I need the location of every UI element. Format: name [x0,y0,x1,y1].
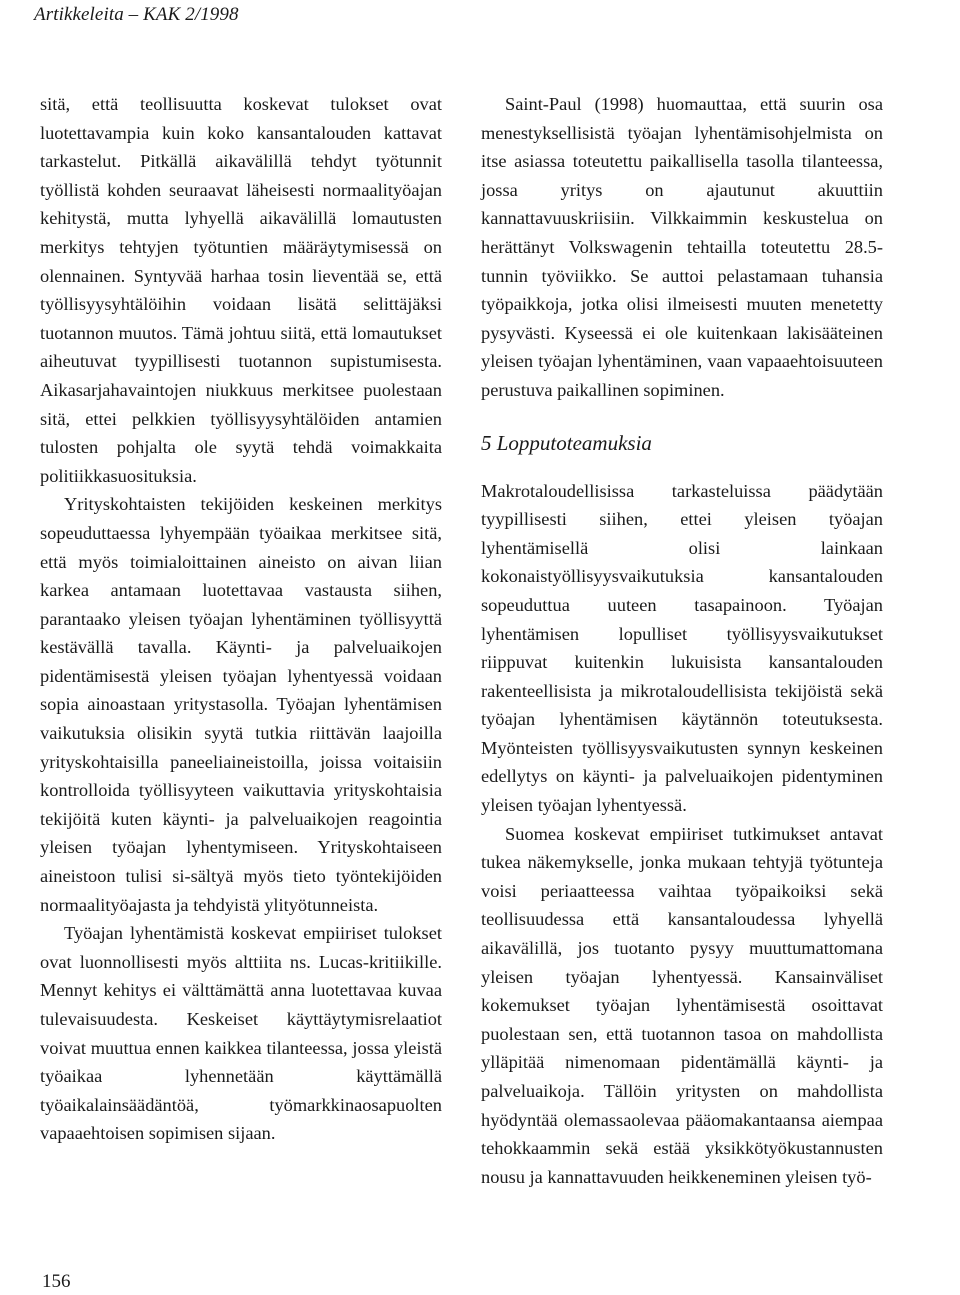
body-paragraph: Työajan lyhentämistä koskevat empiiriset tulokset ovat luonnollisesti myös alttiita ns. Lucas-kritiikille. Mennyt kehitys ei välttämättä anna luotettavaa kuvaa tulevaisuudesta. Keskeiset käyttäytymisrelaatiot voivat muuttua ennen kaikkea tilanteessa, jossa yleistä työaikaa lyhennetään käyttämällä työaikalainsäädäntöä, työmarkkinaosapuolten vapaaehtoisen sopimisen sijaan. [40,923,442,1144]
running-header: Artikkeleita – KAK 2/1998 [34,4,239,25]
body-paragraph: sitä, että teollisuutta koskevat tulokset ovat luotettavampia kuin koko kansantalouden kattavat tarkastelut. Pitkällä aikavälillä tehdyt työtunnit työllistä kohden seuraavat läheisesti normaalityöajan kehitystä, mutta lyhyellä aikavälillä lomautusten merkitys tehtyjen työtuntien määräytymisessä on olennainen. Syntyvää harhaa tosin lieventää se, että työllisyysyhtälöihin voidaan lisätä selittäjäksi tuotannon muutos. Tämä johtuu siitä, että lomautukset aiheutuvat tyypillisesti tuotannon supistumisesta. Aikasarjahavaintojen niukkuus merkitsee puolestaan sitä, ettei pelkkien työllisyysyhtälöiden antamien tulosten pohjalta ole syytä tehdä voimakkaita politiikkasuosituksia. [40,94,442,486]
body-paragraph: Suomea koskevat empiiriset tutkimukset antavat tukea näkemykselle, jonka mukaan tehtyjä työtunteja voisi periaatteessa vaihtaa työpaikoiksi sekä teollisuudessa että kansantaloudessa lyhyellä aikavälillä, jos tuotanto pysyy muuttumattomana yleisen työajan lyhentyessä. Kansainväliset kokemukset työajan lyhentämisestä osoittavat puolestaan sen, että tuotannon tasoa on mahdollista ylläpitää nimenomaan pidentämällä käynti- ja palveluaikoja. Tällöin yritysten on mahdollista hyödyntää olemassaolevaa pääomakantaansa aiempaa tehokkaammin sekä estää yksikkötyökustannusten nousu ja kannattavuuden heikkeneminen yleisen työ- [481,823,883,1187]
body-paragraph: Makrotaloudellisissa tarkasteluissa päädytään tyypillisesti siihen, ettei yleisen työajan lyhentämisellä olisi lainkaan kokonaistyöllisyysvaikutuksia kansantalouden sopeuduttua uuteen tasapainoon. Työajan lyhentämisen lopulliset työllisyysvaikutukset riippuvat kuitenkin lukuisista kansantalouden rakenteellisista ja mikrotaloudellisista tekijöistä sekä työajan lyhentämisen käytännön toteutuksesta. Myönteisten työllisyysvaikutusten synnyn keskeinen edellytys on käynti- ja palveluaikojen pidentyminen yleisen työajan lyhentyessä. [481,480,883,816]
body-paragraph: Yrityskohtaisten tekijöiden keskeinen merkitys sopeuduttaessa lyhyempään työaikaa merkitsee sitä, että myös toimialoittainen aineisto on aivan liian karkea antamaan luotettavaa vastausta siihen, parantaako yleisen työajan lyhentäminen työllisyyttä kestävällä tavalla. Käynti- ja palveluaikojen pidentämisestä yleisen työajan lyhentyessä voidaan sopia ainoastaan yritystasolla. Työajan lyhentämisen vaikutuksia olisikin syytä tutkia riittävän laajoilla yrityskohtaisilla paneeliaineistoilla, joissa voitaisiin kontrolloida työllisyyteen vaikuttavia yrityskohtaisia tekijöitä kuten käynti- ja palveluaikojen reagointia yleisen työajan lyhentymiseen. Yrityskohtaiseen aineistoon tulisi si-sältyä myös tieto työntekijöiden normaalityöajasta ja tehdyistä ylityötunneista. [40,494,442,915]
right-column [481,90,883,1191]
left-column [40,90,442,1148]
section-heading: 5 Lopputoteamuksia [481,430,652,455]
page-number: 156 [42,1271,71,1292]
body-paragraph: Saint-Paul (1998) huomauttaa, että suurin osa menestyksellisistä työajan lyhentämisohjelmista on itse asiassa toteutettu paikallisella tasolla tilanteessa, jossa yritys on ajautunut akuuttiin kannattavuuskriisiin. Vilkkaimmin keskustelua on herättänyt Volkswagenin tehtailla toteutettu 28.5-tunnin työviikko. Se auttoi pelastamaan tuhansia työpaikkoja, jotka olisi ilmeisesti muuten menetetty pysyvästi. Kyseessä ei ole kuitenkaan lakisääteinen yleisen työajan lyhentäminen, vaan vapaaehtoisuuteen perustuva paikallinen sopiminen. [481,94,883,400]
